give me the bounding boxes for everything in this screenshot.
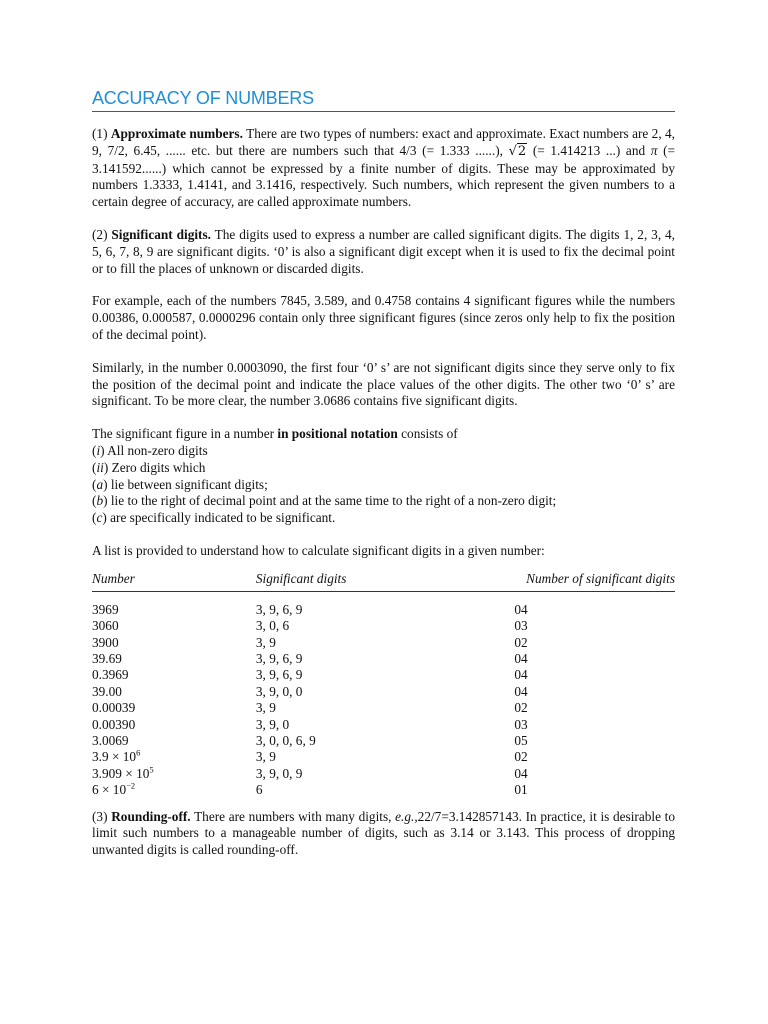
cell-significant-digits: 3, 9 xyxy=(255,634,276,650)
section-heading: Approximate numbers. xyxy=(110,126,243,141)
cell-significant-digits: 3, 9, 6, 9 xyxy=(255,601,303,617)
column-header-significant-digits: Significant digits xyxy=(256,570,436,592)
paragraph-approximate-numbers xyxy=(92,126,675,211)
cell-count: 03 xyxy=(514,618,528,634)
cell-significant-digits: 3, 0, 6 xyxy=(255,618,290,634)
eg-abbreviation: e.g. xyxy=(395,808,415,824)
table-row xyxy=(92,618,675,634)
cell-count: 04 xyxy=(514,650,528,666)
list-intro: A list is provided to understand how to calculate significant digits in a given number: xyxy=(92,542,545,558)
significant-digits-table xyxy=(92,570,675,799)
cell-number: $3.909 \times 10^5$ xyxy=(92,764,154,781)
paragraph-similarly: Similarly, in the number 0.0003090, the first four ‘0’ s’ are not significant digits since they serve only to fix the position of the decimal point and indicate the place values of the other digits. The other two ‘0’ s’ are significant. To be more clear, the number 3.0686 contains five significant digits. xyxy=(92,359,675,409)
section-heading: Rounding-off. xyxy=(111,808,191,824)
list-item: (b) lie to the right of decimal point and at the same time to the right of a non-zero digit; xyxy=(92,493,557,509)
table-row xyxy=(92,749,675,765)
cell-significant-digits: 3, 0, 0, 6, 9 xyxy=(255,732,316,748)
paragraph-text: (= 3.141592......) which cannot be expressed by a finite number of digits. These may be approximated by numbers 1.3333, 1.4141, and 3.1416, respectively. Such numbers, which represent the given numbers to a certain degree of accuracy, are called approximate numbers. xyxy=(92,142,676,210)
positional-intro: The significant figure in a number in positional notation consists of xyxy=(92,426,458,442)
paragraph-rounding-off xyxy=(92,809,675,859)
exponent: 6 xyxy=(136,747,141,758)
paragraph-example: For example, each of the numbers 7845, 3.589, and 0.4758 contains 4 significant figures while the numbers 0.00386, 0.000587, 0.0000296 contain only three significant figures (since zeros only help to fix the position of the decimal point). xyxy=(92,293,675,342)
cell-significant-digits: 3, 9, 0, 0 xyxy=(255,683,303,699)
cell-count: 02 xyxy=(514,749,528,765)
table-row xyxy=(92,635,675,651)
list-item: (a) lie between significant digits; xyxy=(92,476,268,492)
positional-notation-block xyxy=(92,426,675,527)
paragraph-text: ,22/7=3.142857143. In practice, it is desirable to limit such numbers to a manageable number of digits, such as 3.14 or 3.143. This process of dropping unwanted digits is called rounding-off. xyxy=(92,808,676,858)
list-item: (c) are specifically indicated to be significant. xyxy=(92,510,336,526)
paragraph-significant-digits xyxy=(92,227,675,277)
list-item: (ii) Zero digits which xyxy=(92,459,206,475)
page-title: ACCURACY OF NUMBERS xyxy=(92,88,675,112)
cell-number: 39.69 xyxy=(92,650,122,666)
section-number: (3) xyxy=(92,808,108,824)
paragraph-text: There are numbers with many digits, xyxy=(194,808,392,824)
cell-significant-digits: 3, 9 xyxy=(255,700,276,716)
square-root-symbol: √2 xyxy=(508,143,527,159)
paragraph-text: There are two types of numbers: exact and approximate. Exact numbers are 2, 4, 9, 7/2, 6.45, ...... etc. but there are numbers such that 4/3 (= 1.333 ......), xyxy=(92,126,675,158)
cell-number: 0.00039 xyxy=(92,700,136,716)
section-number: (2) xyxy=(92,226,108,242)
table-row xyxy=(92,667,675,683)
cell-count: 04 xyxy=(514,683,528,699)
table-row xyxy=(92,602,675,618)
table-row xyxy=(92,766,675,782)
table-row xyxy=(92,782,675,798)
list-item: (i) All non-zero digits xyxy=(92,442,208,458)
table-row xyxy=(92,700,675,716)
cell-number: 3969 xyxy=(92,601,119,617)
table-row xyxy=(92,651,675,667)
cell-significant-digits: 3, 9, 0, 9 xyxy=(255,765,303,781)
cell-count: 02 xyxy=(514,634,528,650)
cell-number: $3.9 \times 10^6$ xyxy=(92,747,141,765)
section-heading: Significant digits. xyxy=(111,226,211,242)
column-header-number: Number xyxy=(92,570,256,592)
pi-symbol: π xyxy=(650,142,658,158)
cell-count: 04 xyxy=(514,765,528,781)
cell-number: 3060 xyxy=(92,618,119,634)
table-row xyxy=(92,717,675,733)
cell-count: 04 xyxy=(514,601,528,617)
cell-count: 04 xyxy=(514,667,528,683)
cell-number: 0.00390 xyxy=(92,716,136,732)
table-spacer xyxy=(92,591,675,602)
section-number: (1) xyxy=(92,126,108,141)
cell-number: 39.00 xyxy=(92,683,122,699)
cell-count: 01 xyxy=(514,782,528,798)
cell-number: 3.0069 xyxy=(92,732,129,748)
cell-count: 05 xyxy=(514,732,528,748)
cell-number: 0.3969 xyxy=(92,667,129,683)
cell-number: 3900 xyxy=(92,634,119,650)
paragraph-text: The digits used to express a number are called significant digits. The digits 1, 2, 3, 4, 5, 6, 7, 8, 9 are significant digits. ‘0’ is also a significant digit except when it is used to fix the decimal point or to fill the places of unknown or discarded digits. xyxy=(92,226,676,276)
cell-significant-digits: 6 xyxy=(255,782,263,798)
cell-number: $6 \times 10^{-2}$ xyxy=(92,780,136,798)
exponent: 5 xyxy=(149,764,154,775)
table-row xyxy=(92,684,675,700)
cell-count: 02 xyxy=(514,700,528,716)
exponent: −2 xyxy=(126,780,136,791)
table-row xyxy=(92,733,675,749)
cell-count: 03 xyxy=(514,716,528,732)
column-header-count: Number of significant digits xyxy=(436,570,675,592)
cell-significant-digits: 3, 9, 6, 9 xyxy=(255,650,303,666)
table-header-row xyxy=(92,570,675,592)
cell-significant-digits: 3, 9, 6, 9 xyxy=(255,667,303,683)
paragraph-text: (= 1.414213 ...) and xyxy=(532,142,646,158)
cell-significant-digits: 3, 9, 0 xyxy=(255,716,290,732)
cell-significant-digits: 3, 9 xyxy=(255,749,276,765)
document-page xyxy=(92,88,675,875)
